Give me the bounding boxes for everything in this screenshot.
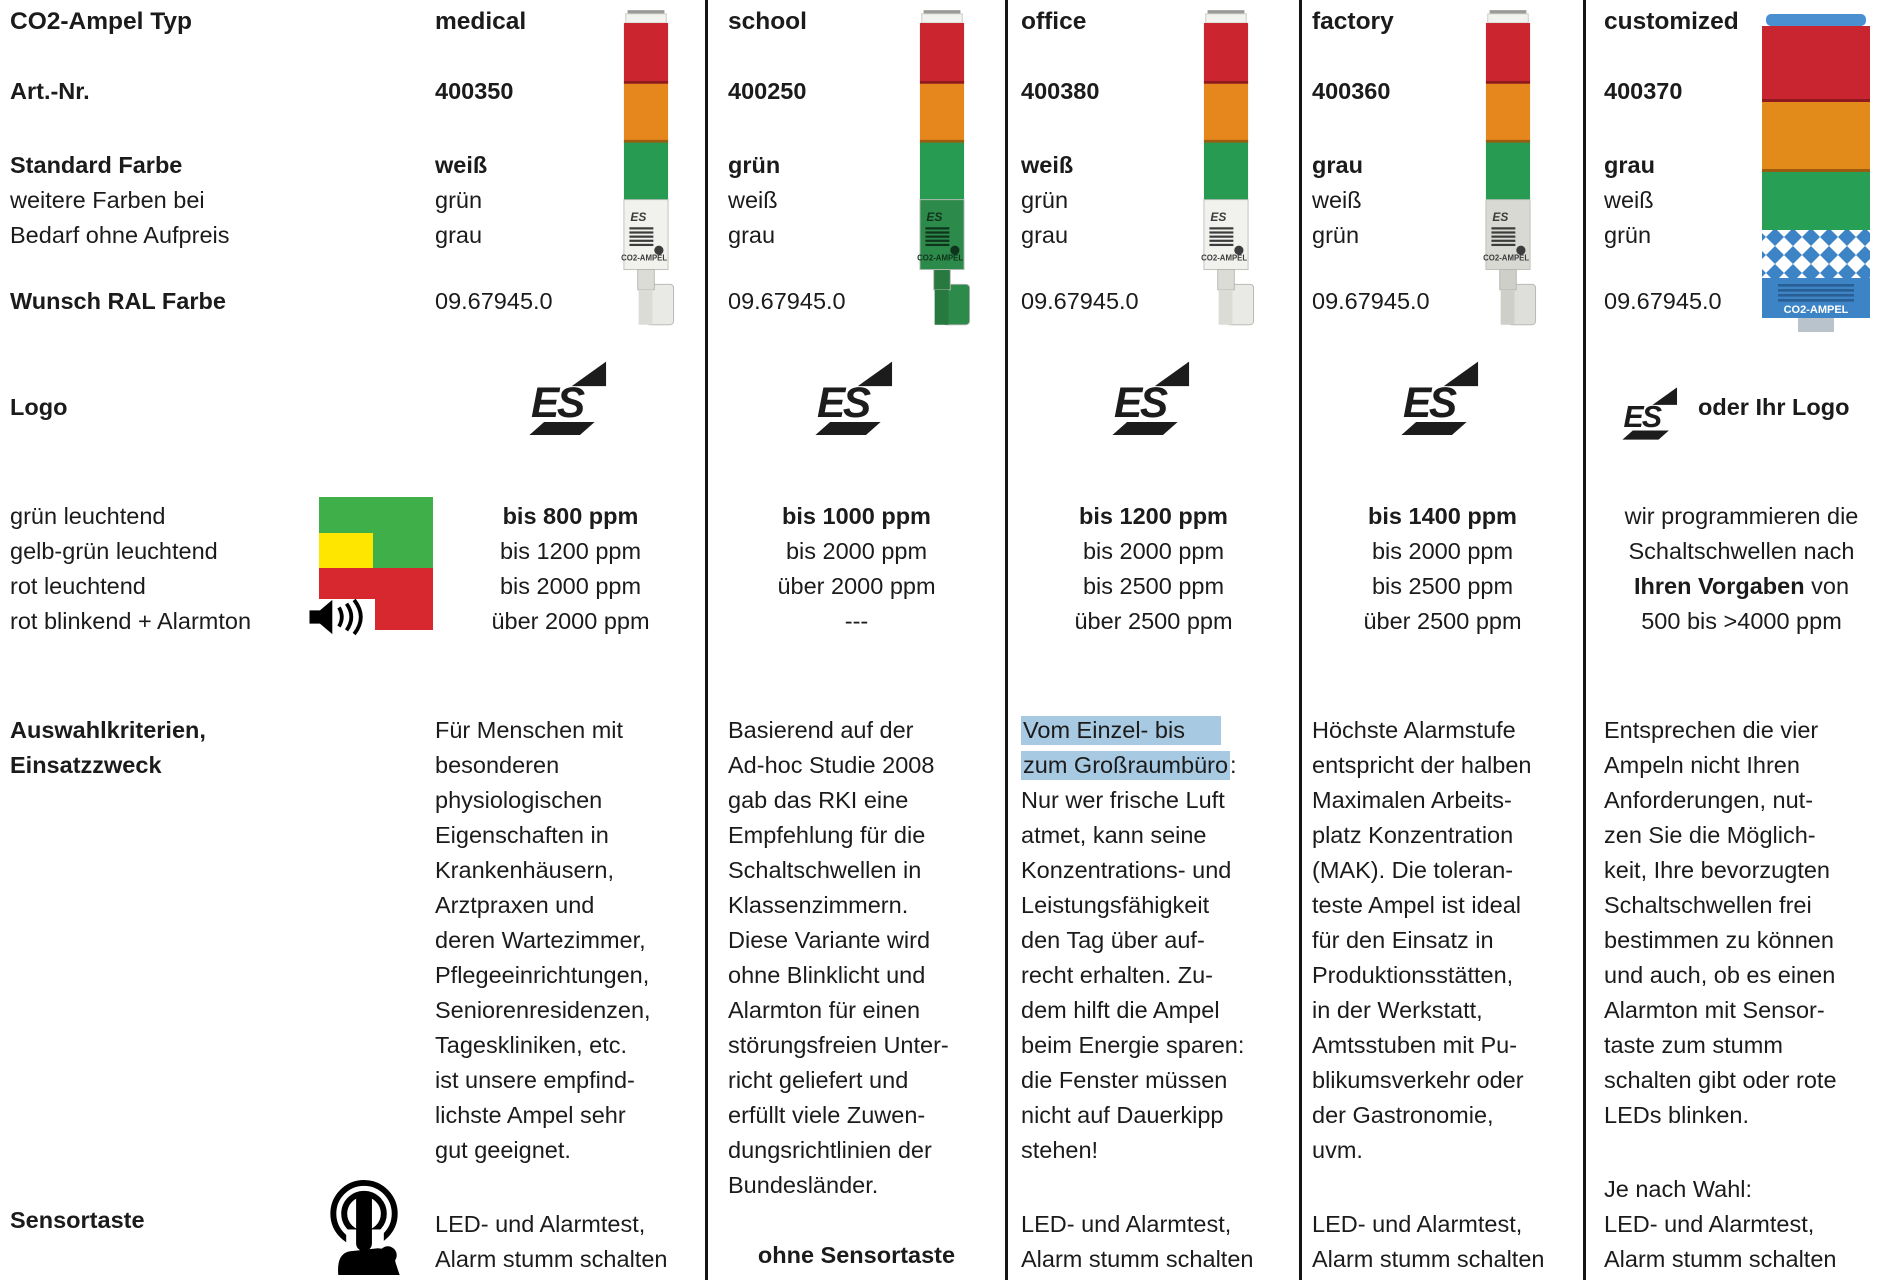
alt-color-value: grün <box>435 187 483 213</box>
text-line: dem hilft die Ampel <box>1021 997 1220 1023</box>
column-title: office <box>1021 8 1087 35</box>
product-photo-school <box>896 8 988 326</box>
sensor-button-text: ohne Sensortaste <box>757 1242 956 1268</box>
ppm-thresholds <box>708 499 1005 639</box>
ppm-line: bis 2500 ppm <box>1371 573 1514 599</box>
text-line: richt geliefert und <box>728 1067 909 1093</box>
text-line: Seniorenresidenzen, <box>435 997 651 1023</box>
program-line: 500 bis >4000 ppm <box>1641 608 1842 634</box>
alt-color-value: grün <box>1604 222 1652 248</box>
text-line: für den Einsatz in <box>1312 927 1494 953</box>
alt-color-value: grau <box>728 222 776 248</box>
article-number: 400350 <box>435 78 514 104</box>
es-logo-icon <box>1620 386 1684 446</box>
text-line: der Gastronomie, <box>1312 1102 1494 1128</box>
ral-value: 09.67945.0 <box>1312 288 1430 314</box>
article-number: 400370 <box>1604 78 1683 104</box>
text-line: Entsprechen die vier <box>1604 717 1819 743</box>
row-label-sensor: Sensortaste <box>10 1207 145 1233</box>
sensor-button-text <box>435 1207 667 1277</box>
text-line: besonderen <box>435 752 560 778</box>
row-label-ral: Wunsch RAL Farbe <box>10 288 226 314</box>
standard-color-value: grau <box>1604 152 1655 178</box>
alt-color-value: grün <box>1021 187 1069 213</box>
text-line: Schaltschwellen frei <box>1604 892 1812 918</box>
text-line: Alarmton mit Sensor- <box>1604 997 1825 1023</box>
tower-label: CO2-AMPEL <box>1783 304 1849 316</box>
text-line: Konzentrations- und <box>1021 857 1232 883</box>
program-line <box>1586 569 1897 604</box>
selection-criteria-text <box>1312 713 1531 1168</box>
ral-value: 09.67945.0 <box>1604 288 1722 314</box>
es-logo-icon <box>812 360 902 441</box>
ppm-line: bis 1200 ppm <box>1079 503 1228 529</box>
text-line: Ad-hoc Studie 2008 <box>728 752 935 778</box>
text-line: Alarm stumm schalten <box>1312 1246 1545 1272</box>
alt-color-value: weiß <box>728 187 778 213</box>
text-line: Für Menschen mit <box>435 717 624 743</box>
ppm-line: bis 800 ppm <box>502 503 639 529</box>
ppm-line: --- <box>844 608 869 634</box>
text-line: LED- und Alarmtest, <box>1604 1211 1815 1237</box>
swatch-red <box>319 568 433 599</box>
column-title: customized <box>1604 8 1739 35</box>
text-line: dungsrichtlinien der <box>728 1137 932 1163</box>
text-line: schalten gibt oder rote <box>1604 1067 1837 1093</box>
es-logo-icon <box>1109 360 1199 441</box>
ppm-line: bis 1200 ppm <box>499 538 642 564</box>
column-title: school <box>728 8 807 35</box>
text-line: den Tag über auf- <box>1021 927 1205 953</box>
row-label-led-yellow-green: gelb-grün leuchtend <box>10 538 218 564</box>
ppm-line: bis 2000 ppm <box>499 573 642 599</box>
standard-color-value: weiß <box>1021 152 1074 178</box>
program-thresholds-text <box>1586 499 1897 639</box>
text-line: LED- und Alarmtest, <box>1312 1211 1523 1237</box>
text-line: und auch, ob es einen <box>1604 962 1836 988</box>
text-line: Alarm stumm schalten <box>1021 1246 1254 1272</box>
text-line: Alarm stumm schalten <box>435 1246 668 1272</box>
text-line: stehen! <box>1021 1137 1099 1163</box>
text-line: Diese Variante wird <box>728 927 931 953</box>
text-line: Pflegeeinrichtungen, <box>435 962 650 988</box>
text-line: LED- und Alarmtest, <box>435 1211 646 1237</box>
color-options <box>728 148 780 253</box>
text-line: nicht auf Dauerkipp <box>1021 1102 1224 1128</box>
text-line: LEDs blinken. <box>1604 1102 1749 1128</box>
touch-finger-icon <box>322 1176 410 1275</box>
text-line: zum Großraumbüro: <box>1023 752 1237 778</box>
sensor-button-text <box>1604 1172 1836 1277</box>
text-line: Alarm stumm schalten <box>1604 1246 1837 1272</box>
text-line: gut geeignet. <box>435 1137 571 1163</box>
es-logo-icon <box>1398 360 1488 441</box>
text-line: blikumsverkehr oder <box>1312 1067 1524 1093</box>
alt-color-value: weiß <box>1312 187 1362 213</box>
text-line: Je nach Wahl: <box>1604 1176 1753 1202</box>
program-bold-part: Ihren Vorgaben <box>1633 573 1805 599</box>
text-line: gab das RKI eine <box>728 787 909 813</box>
row-label-artnr: Art.-Nr. <box>10 78 90 104</box>
ppm-line: bis 1400 ppm <box>1368 503 1517 529</box>
ppm-thresholds <box>435 499 706 639</box>
text-line: Eigenschaften in <box>435 822 609 848</box>
text-line: taste zum stumm <box>1604 1032 1783 1058</box>
text-line: Basierend auf der <box>728 717 914 743</box>
text-line: beim Energie sparen: <box>1021 1032 1245 1058</box>
selection-criteria-text <box>1604 713 1837 1133</box>
text-line: Krankenhäusern, <box>435 857 614 883</box>
row-label-color-note-2: Bedarf ohne Aufpreis <box>10 222 230 248</box>
text-line: erfüllt viele Zuwen- <box>728 1102 926 1128</box>
ppm-line: bis 2500 ppm <box>1082 573 1225 599</box>
alt-color-value: weiß <box>1604 187 1654 213</box>
sensor-button-text <box>1312 1207 1544 1277</box>
text-line: Produktionsstätten, <box>1312 962 1514 988</box>
product-photo-medical <box>600 8 692 326</box>
color-options <box>1312 148 1363 253</box>
ppm-line: über 2500 ppm <box>1363 608 1522 634</box>
ppm-thresholds <box>1008 499 1299 639</box>
program-line: Schaltschwellen nach <box>1628 538 1855 564</box>
text-line: die Fenster müssen <box>1021 1067 1228 1093</box>
ral-value: 09.67945.0 <box>728 288 846 314</box>
sensor-button-text <box>1021 1207 1253 1277</box>
text-line: Tageskliniken, etc. <box>435 1032 628 1058</box>
text-line: deren Wartezimmer, <box>435 927 646 953</box>
alt-color-value: grau <box>1021 222 1069 248</box>
ppm-line: über 2000 ppm <box>777 573 936 599</box>
product-photo-factory <box>1462 8 1554 326</box>
text-line: entspricht der halben <box>1312 752 1532 778</box>
ppm-line: über 2500 ppm <box>1074 608 1233 634</box>
ppm-line: bis 1000 ppm <box>782 503 931 529</box>
text-line: Empfehlung für die <box>728 822 926 848</box>
ral-value: 09.67945.0 <box>1021 288 1139 314</box>
article-number: 400380 <box>1021 78 1100 104</box>
text-line: ist unsere empfind- <box>435 1067 635 1093</box>
article-number: 400360 <box>1312 78 1391 104</box>
text-line: in der Werkstatt, <box>1312 997 1483 1023</box>
standard-color-value: weiß <box>435 152 488 178</box>
alt-color-value: grau <box>435 222 483 248</box>
swatch-green-lower <box>373 533 433 568</box>
row-label-logo: Logo <box>10 394 68 420</box>
text-line: zen Sie die Möglich- <box>1604 822 1816 848</box>
text-line: uvm. <box>1312 1137 1363 1163</box>
standard-color-value: grün <box>728 152 781 178</box>
row-label-color-note-1: weitere Farben bei <box>10 187 205 213</box>
ppm-thresholds <box>1302 499 1583 639</box>
column-title: medical <box>435 8 527 35</box>
text-line: platz Konzentration <box>1312 822 1514 848</box>
product-photo-office <box>1180 8 1272 326</box>
row-label-type: CO2-Ampel Typ <box>10 8 192 35</box>
text-line: Amtsstuben mit Pu- <box>1312 1032 1518 1058</box>
row-label-standard-color: Standard Farbe <box>10 152 183 178</box>
text-line: bestimmen zu können <box>1604 927 1834 953</box>
color-options <box>1021 148 1073 253</box>
color-options <box>435 148 487 253</box>
text-line: keit, Ihre bevorzugten <box>1604 857 1830 883</box>
swatch-yellow <box>319 533 373 568</box>
text-line: Vom Einzel- bis <box>1021 713 1244 748</box>
text-line: Alarmton für einen <box>728 997 921 1023</box>
text-line: Bundesländer. <box>728 1172 879 1198</box>
swatch-green <box>319 497 433 533</box>
swatch-red-lower <box>375 599 433 630</box>
text-line: recht erhalten. Zu- <box>1021 962 1214 988</box>
product-photo-customized <box>1748 12 1883 332</box>
text-line: lichste Ampel sehr <box>435 1102 626 1128</box>
row-label-criteria-2: Einsatzzweck <box>10 752 162 778</box>
standard-color-value: grau <box>1312 152 1363 178</box>
speaker-icon <box>306 598 370 636</box>
text-line: ohne Blinklicht und <box>728 962 926 988</box>
program-line: wir programmieren die <box>1624 503 1859 529</box>
text-line: Schaltschwellen in <box>728 857 922 883</box>
text-line: LED- und Alarmtest, <box>1021 1211 1232 1237</box>
column-title: factory <box>1312 8 1394 35</box>
ppm-line: über 2000 ppm <box>491 608 650 634</box>
ral-value: 09.67945.0 <box>435 288 553 314</box>
ppm-line: bis 2000 ppm <box>785 538 928 564</box>
text-line: teste Ampel ist ideal <box>1312 892 1521 918</box>
text-line: (MAK). Die toleran- <box>1312 857 1514 883</box>
text-line: Klassenzimmern. <box>728 892 909 918</box>
logo-note: oder Ihr Logo <box>1698 394 1850 420</box>
ppm-line: bis 2000 ppm <box>1082 538 1225 564</box>
text-line: Leistungsfähigkeit <box>1021 892 1210 918</box>
text-line: Ampeln nicht Ihren <box>1604 752 1800 778</box>
program-rest-part: von <box>1804 573 1850 599</box>
text-line: Arztpraxen und <box>435 892 595 918</box>
row-label-led-green: grün leuchtend <box>10 503 166 529</box>
alt-color-value: grün <box>1312 222 1360 248</box>
selection-criteria-text <box>728 713 949 1203</box>
text-line: Maximalen Arbeits- <box>1312 787 1512 813</box>
text-line: Nur wer frische Luft <box>1021 787 1225 813</box>
ppm-line: bis 2000 ppm <box>1371 538 1514 564</box>
text-line: Anforderungen, nut- <box>1604 787 1814 813</box>
color-options <box>1604 148 1655 253</box>
article-number: 400250 <box>728 78 807 104</box>
row-label-led-red: rot leuchtend <box>10 573 146 599</box>
text-line: physiologischen <box>435 787 603 813</box>
es-logo-icon <box>526 360 616 441</box>
row-label-criteria-1: Auswahlkriterien, <box>10 717 206 743</box>
text-line: Höchste Alarmstufe <box>1312 717 1516 743</box>
row-label-led-red-blink: rot blinkend + Alarmton <box>10 608 252 634</box>
text-line: atmet, kann seine <box>1021 822 1207 848</box>
selection-criteria-text <box>435 713 651 1168</box>
text-line: störungsfreien Unter- <box>728 1032 949 1058</box>
selection-criteria-text <box>1021 713 1244 1168</box>
